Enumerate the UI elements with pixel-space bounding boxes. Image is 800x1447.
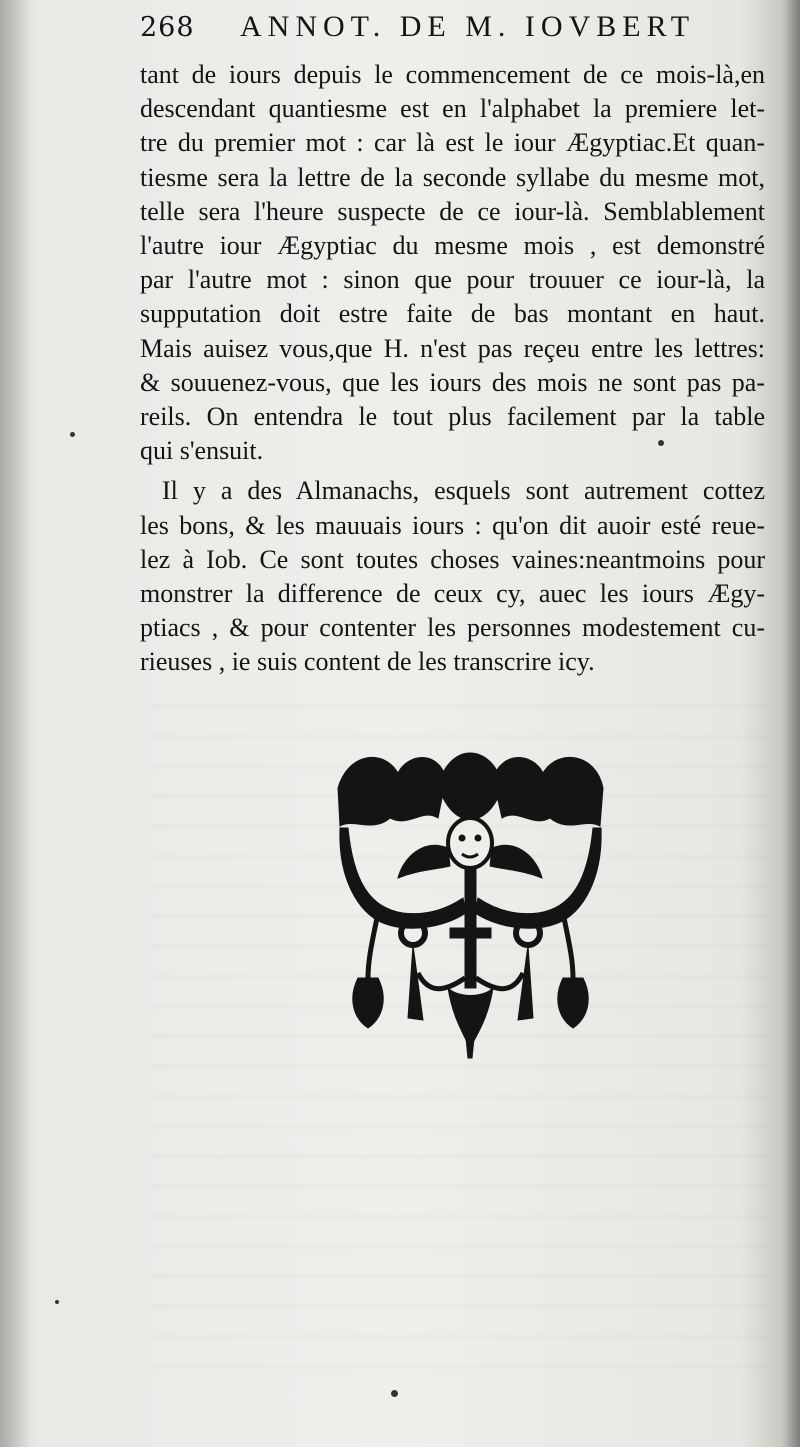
ink-speck bbox=[55, 1300, 59, 1304]
ink-speck bbox=[391, 1390, 398, 1397]
text-line: supputation doit estre faite de bas montant en haut. bbox=[140, 299, 765, 329]
text-line: tant de iours depuis le commencement de ce mois-là,en bbox=[140, 60, 765, 89]
text-line: ptiacs , & pour contenter les personnes modestement cu- bbox=[140, 613, 765, 643]
page-number: 268 bbox=[140, 12, 195, 43]
binding-gutter bbox=[782, 0, 800, 1447]
text-line: & souuenez-vous, que les iours des mois ne sont pas pa- bbox=[140, 367, 765, 397]
text-line: par l'autre mot : sinon que pour trouuer ce iour-là, la bbox=[140, 265, 765, 295]
text-line: les bons, & les mauuais iours : qu'on dit auoir esté reue- bbox=[140, 510, 765, 540]
paragraph-2 bbox=[140, 474, 765, 679]
woodcut-cherub-tailpiece-icon bbox=[328, 748, 613, 1060]
page-edge-shadow bbox=[0, 0, 30, 1447]
text-line: lez à Iob. Ce sont toutes choses vaines:neantmoins pour bbox=[140, 544, 765, 574]
paragraph-1 bbox=[140, 58, 765, 468]
text-line: rieuses , ie suis content de les transcrire icy. bbox=[140, 647, 595, 677]
text-line: Il y a des Almanachs, esquels sont autrement cottez bbox=[162, 476, 765, 506]
text-line: telle sera l'heure suspecte de ce iour-là. Semblablement bbox=[140, 196, 765, 226]
text-line: tre du premier mot : car là est le iour Ægyptiac.Et quan- bbox=[140, 128, 765, 158]
text-line: descendant quantiesme est en l'alphabet la premiere let- bbox=[140, 94, 765, 124]
text-line: reils. On entendra le tout plus facilement par la table bbox=[140, 402, 765, 432]
text-line: qui s'ensuit. bbox=[140, 436, 264, 466]
text-line: tiesme sera la lettre de la seconde syllabe du mesme mot, bbox=[140, 162, 765, 192]
running-head: ANNOT. DE M. IOVBERT bbox=[240, 10, 696, 43]
text-line: Mais auisez vous,que H. n'est pas reçeu entre les lettres: bbox=[140, 333, 765, 363]
ink-speck bbox=[70, 432, 75, 437]
body-text bbox=[140, 58, 765, 680]
page-header bbox=[140, 10, 780, 50]
ink-speck bbox=[658, 440, 664, 446]
text-line: monstrer la difference de ceux cy, auec les iours Ægy- bbox=[140, 579, 765, 609]
text-line: l'autre iour Ægyptiac du mesme mois , est demonstré bbox=[140, 231, 765, 261]
